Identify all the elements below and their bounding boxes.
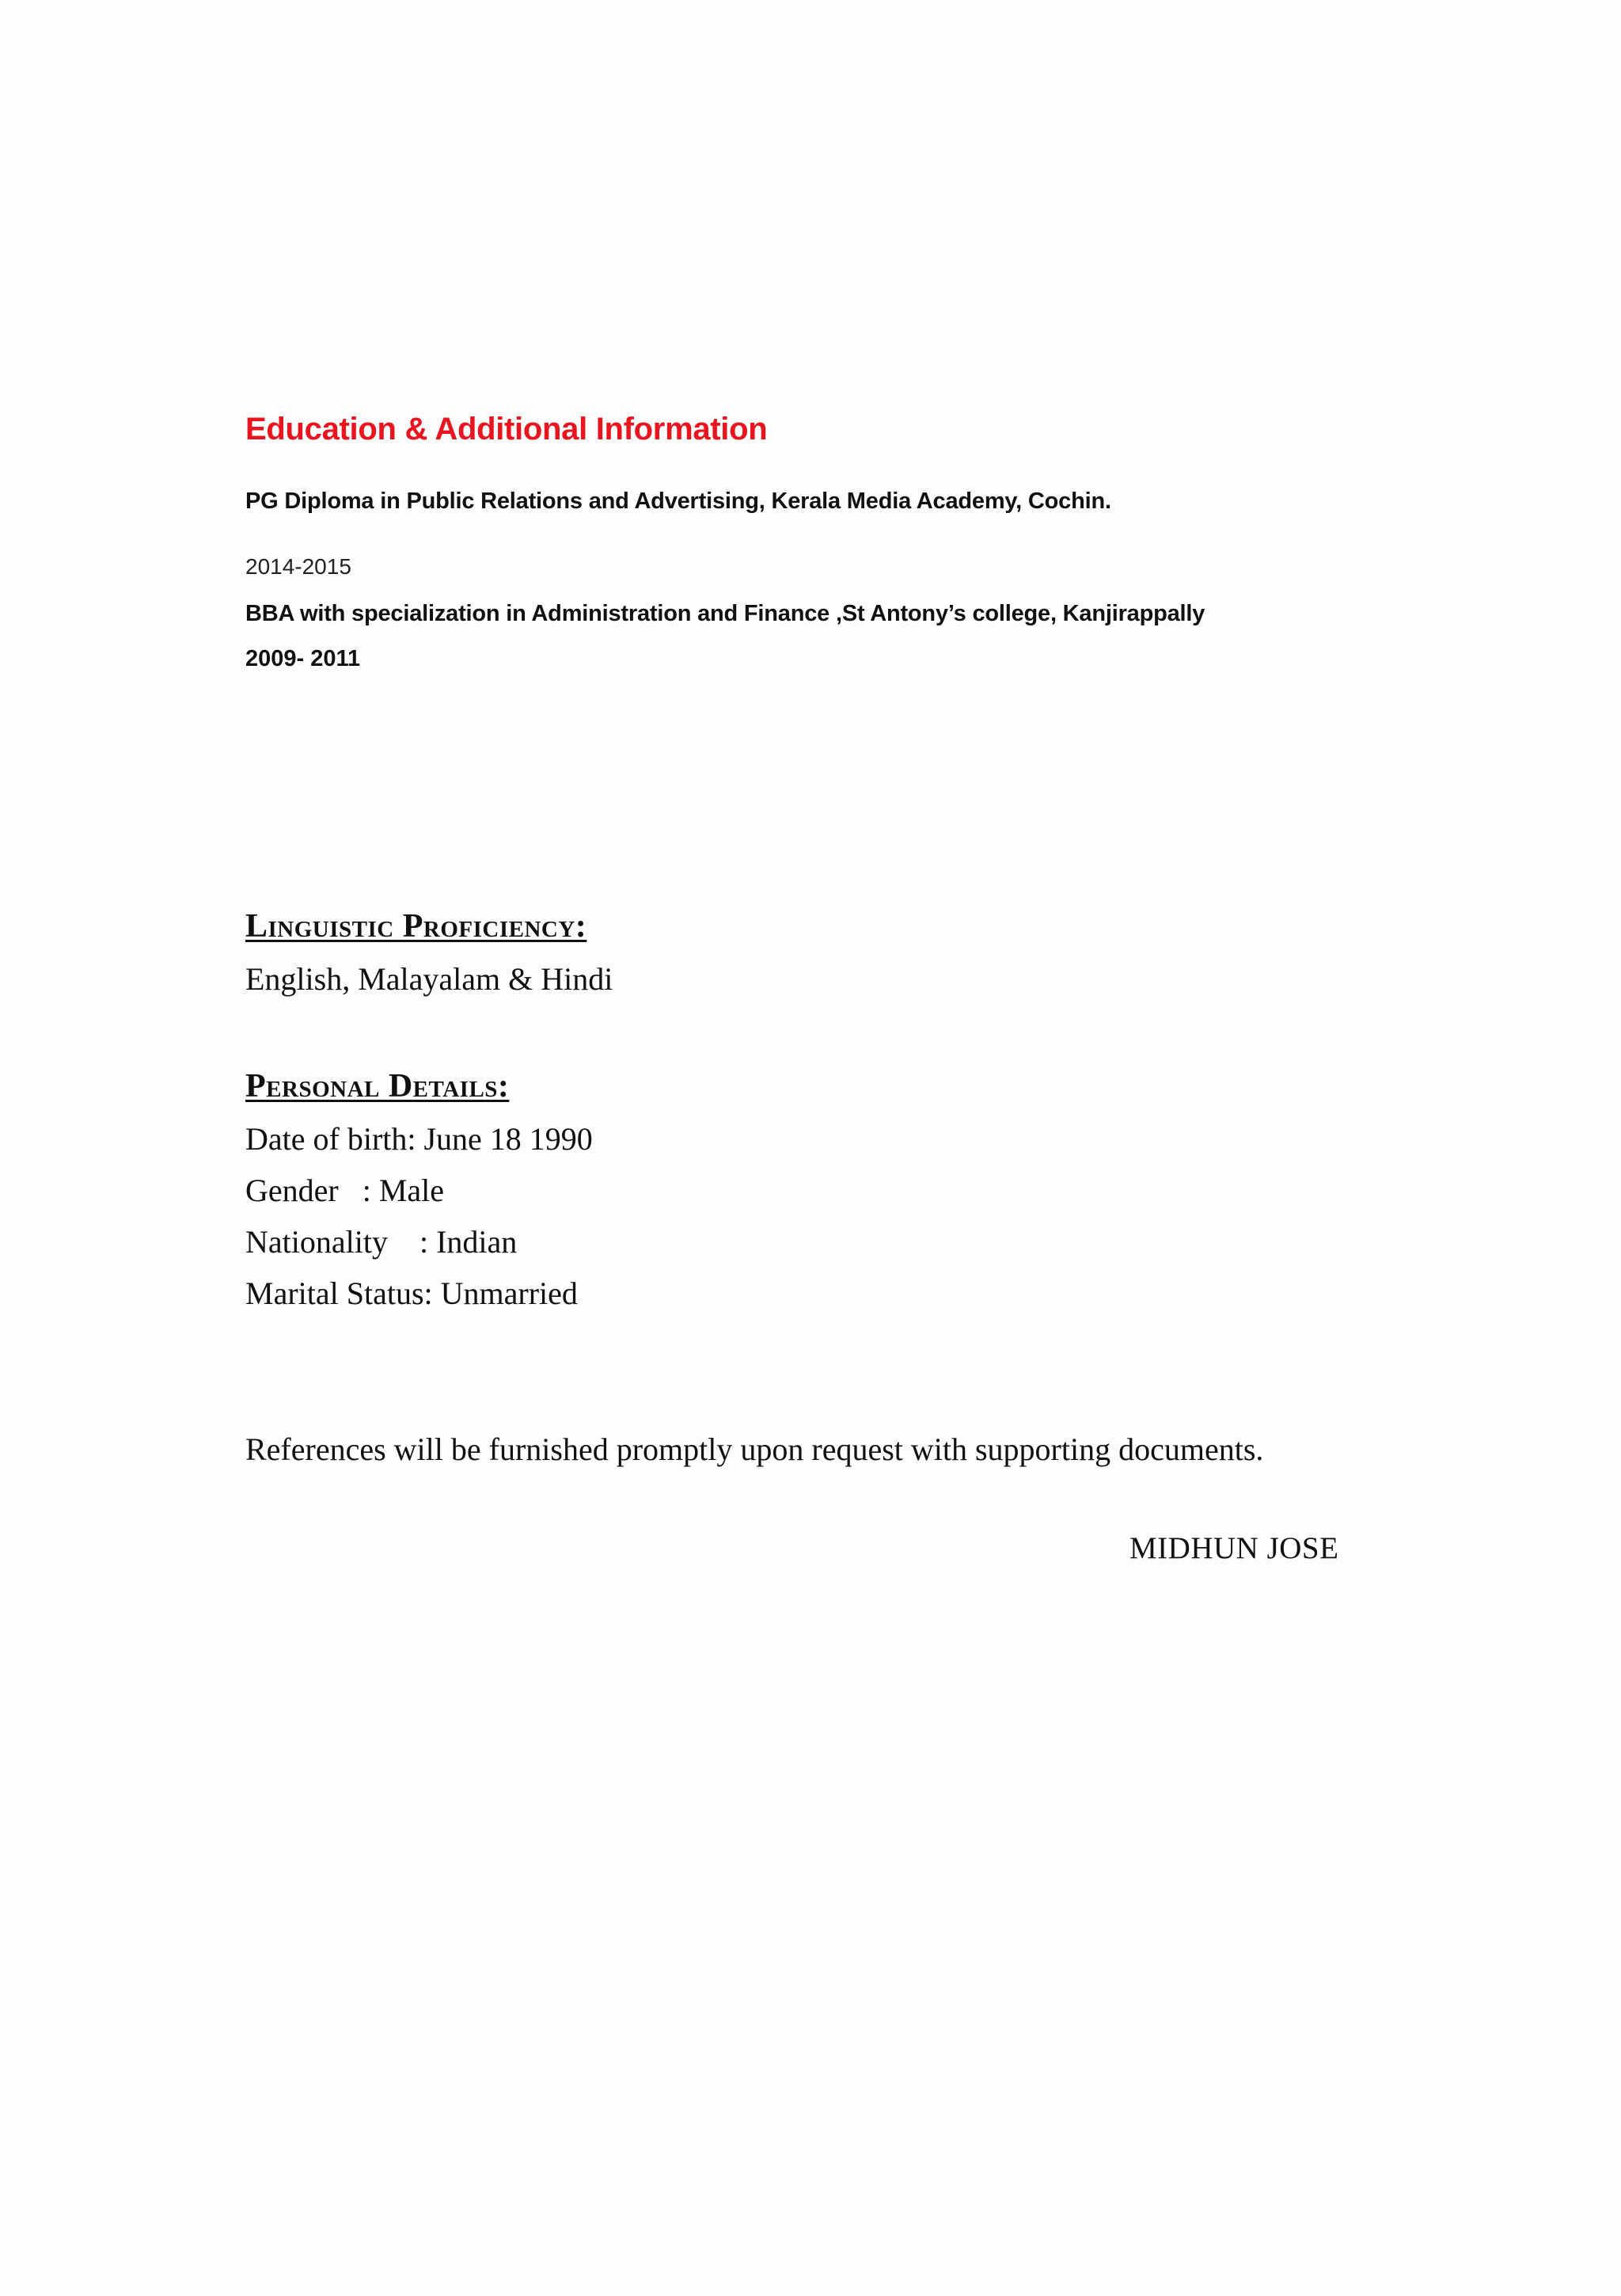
education-bba: BBA with specialization in Administration and Finance ,St Antony’s college, Kanjirappally	[245, 601, 1205, 626]
personal-nationality: Nationality : Indian	[245, 1224, 518, 1260]
personal-gender: Gender : Male	[245, 1173, 445, 1208]
education-bba-years: 2009- 2011	[245, 646, 361, 671]
education-heading: Education & Additional Information	[245, 412, 768, 447]
signature-name: MIDHUN JOSE	[1129, 1531, 1339, 1565]
linguistic-proficiency-heading: Linguistic Proficiency:	[245, 908, 587, 945]
references-note: References will be furnished promptly upon request with supporting documents.	[245, 1431, 1264, 1467]
personal-details-heading: Personal Details:	[245, 1068, 510, 1104]
education-pg-years: 2014-2015	[245, 554, 351, 579]
linguistic-proficiency-value: English, Malayalam & Hindi	[245, 961, 613, 997]
personal-dob: Date of birth: June 18 1990	[245, 1121, 593, 1157]
personal-marital-status: Marital Status: Unmarried	[245, 1275, 578, 1311]
education-pg-diploma: PG Diploma in Public Relations and Advertising, Kerala Media Academy, Cochin.	[245, 488, 1111, 514]
